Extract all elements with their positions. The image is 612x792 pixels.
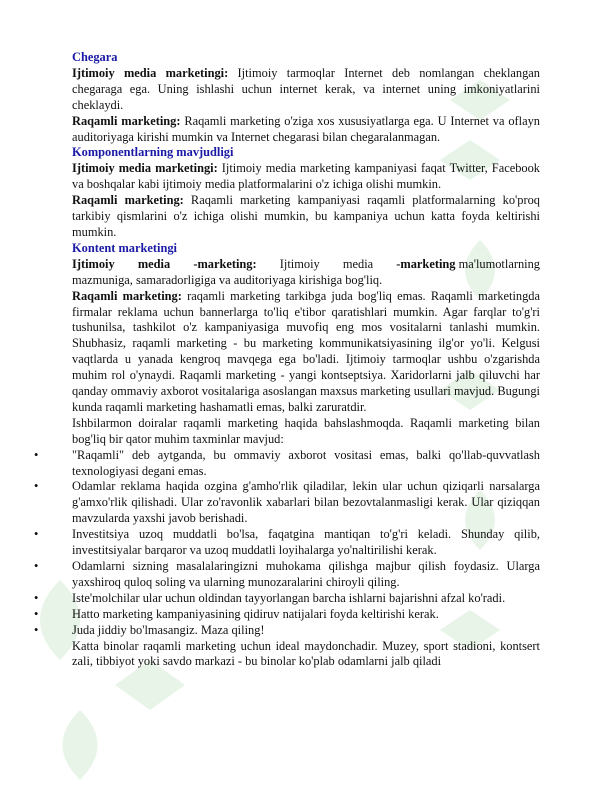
term-word: Ijtimoiy bbox=[72, 256, 115, 271]
paragraph: Ishbilarmon doiralar raqamli marketing haqida bahslashmoqda. Raqamli marketing bilan bog'liq bir qator muhim taxminlar mavjud: bbox=[72, 415, 540, 446]
list-item: • Iste'molchilar ular uchun oldindan tayyorlangan barcha ishlarni bajarishni afzal ko'radi. bbox=[72, 591, 540, 607]
term-label: Raqamli marketing: bbox=[72, 288, 182, 303]
paragraph bbox=[72, 161, 540, 193]
section-heading-kontent: Kontent marketingi bbox=[72, 240, 177, 255]
text-word: ma'lumotlarning bbox=[458, 256, 540, 271]
term-label: Raqamli marketing: bbox=[72, 113, 181, 128]
text-word: Ijtimoiy bbox=[279, 256, 320, 271]
list-item: • Hatto marketing kampaniyasining qidiruv natijalari foyda keltirishi kerak. bbox=[72, 607, 540, 623]
paragraph-text: Raqamli marketing o'ziga xos xususiyatlarga ega. U Internet va oflayn auditoriyaga kirishi mumkin va Internet chegarasi bilan chegaralanmagan. bbox=[72, 113, 540, 144]
list-item: • "Raqamli" deb aytganda, bu ommaviy axborot vositasi emas, balki qo'llab-quvvatlash texnologiyasi degani emas. bbox=[72, 448, 540, 480]
list-item: • Juda jiddiy bo'lmasangiz. Maza qiling! bbox=[72, 623, 540, 639]
section-heading-komponentlar: Komponentlarning mavjudligi bbox=[72, 145, 234, 160]
paragraph-text: mazmuniga, samaradorligiga va auditoriyaga kirishiga bog'liq. bbox=[72, 272, 383, 287]
text-word: media bbox=[342, 256, 374, 271]
paragraph bbox=[72, 193, 540, 241]
paragraph-text: Ijtimoiy tarmoqlar Internet deb nomlangan cheklangan chegaraga ega. Uning ishlashi uchun internet kerak, va internet uning imkoniyatlarini cheklaydi. bbox=[72, 65, 540, 112]
term-word: -marketing: bbox=[193, 256, 257, 271]
list-item: • Odamlarni sizning masalalaringizni muhokama qilishga majbur qilish foydasiz. Ularga yaxshiroq quloq soling va ularning munozaralarini chiroyli qiling. bbox=[72, 559, 540, 591]
paragraph-text: raqamli marketing tarkibga juda bog'liq emas. Raqamli marketingda firmalar reklama uchun bannerlarga to'liq e'tibor qaratishlari mumkin. Agar farqlar to'g'ri tushunilsa, tashkilot o'z kampaniyasiga muvofiq eng mos vositalarni tanlashi mumkin. Shubhasiz, raqamli marketing - bu marketing kommunikatsiyasining ilg'or yo'li. Kelgusi vaqtlarda u yanada kengroq mavqega ega bo'ladi. Ijtimoiy tarmoqlar ushbu o'zgarishda muhim rol o'ynaydi. Raqamli marketing - yangi kontseptsiya. Xaridorlarni jalb qiluvchi har qanday ommaviy axborot vositalariga asoslangan maxsus marketing usullari mavjud. Bugungi kunda raqamli marketing hashamatli emas, balki zaruratdir. bbox=[72, 288, 541, 414]
paragraph-text: Raqamli marketing kampaniyasi raqamli platformalarning ko'proq tarkibiy qismlarini o'z ichiga olishi mumkin, bu kampaniya uchun katta foyda keltirishi mumkin. bbox=[72, 193, 540, 239]
term-word: media bbox=[137, 256, 171, 271]
list-item: • Odamlar reklama haqida ozgina g'amho'rlik qiladilar, lekin ular uchun qiziqarli narsalarga g'amxo'rlik qilishadi. Ular zo'ravonlik xabarlari bilan bezovtalanmasligi kerak. Ular qiziqqan mavzularda yaxshi javob berishadi. bbox=[72, 479, 540, 527]
term-label: Ijtimoiy media marketingi: bbox=[72, 65, 229, 80]
paragraph-text: Ijtimoiy media marketing kampaniyasi faqat Twitter, Facebook va boshqalar kabi ijtimoiy media platformalarini o'z ichiga olishi mumkin. bbox=[72, 161, 540, 192]
paragraph: Katta binolar raqamli marketing uchun ideal maydonchadir. Muzey, sport stadioni, kontsert zali, tibbiyot yoki savdo markazi - bu binolar ko'plab odamlarni jalb qiladi bbox=[72, 638, 540, 669]
document-body bbox=[72, 50, 540, 670]
spaced-first-line bbox=[72, 257, 540, 273]
section-heading-chegara: Chegara bbox=[72, 50, 118, 64]
term-label: Raqamli marketing: bbox=[72, 193, 184, 208]
paragraph bbox=[72, 289, 540, 416]
list-item: • Investitsiya uzoq muddatli bo'lsa, faqatgina mantiqan to'g'ri keladi. Shunday qilib, investitsiyalar barqaror va uzoq muddatli loyihalarga yo'naltirilishi kerak. bbox=[72, 527, 540, 559]
term-word: -marketing bbox=[396, 256, 456, 271]
paragraph bbox=[72, 114, 540, 146]
paragraph bbox=[72, 66, 540, 114]
bullet-list bbox=[72, 448, 540, 639]
term-label: Ijtimoiy media marketingi: bbox=[72, 161, 218, 176]
